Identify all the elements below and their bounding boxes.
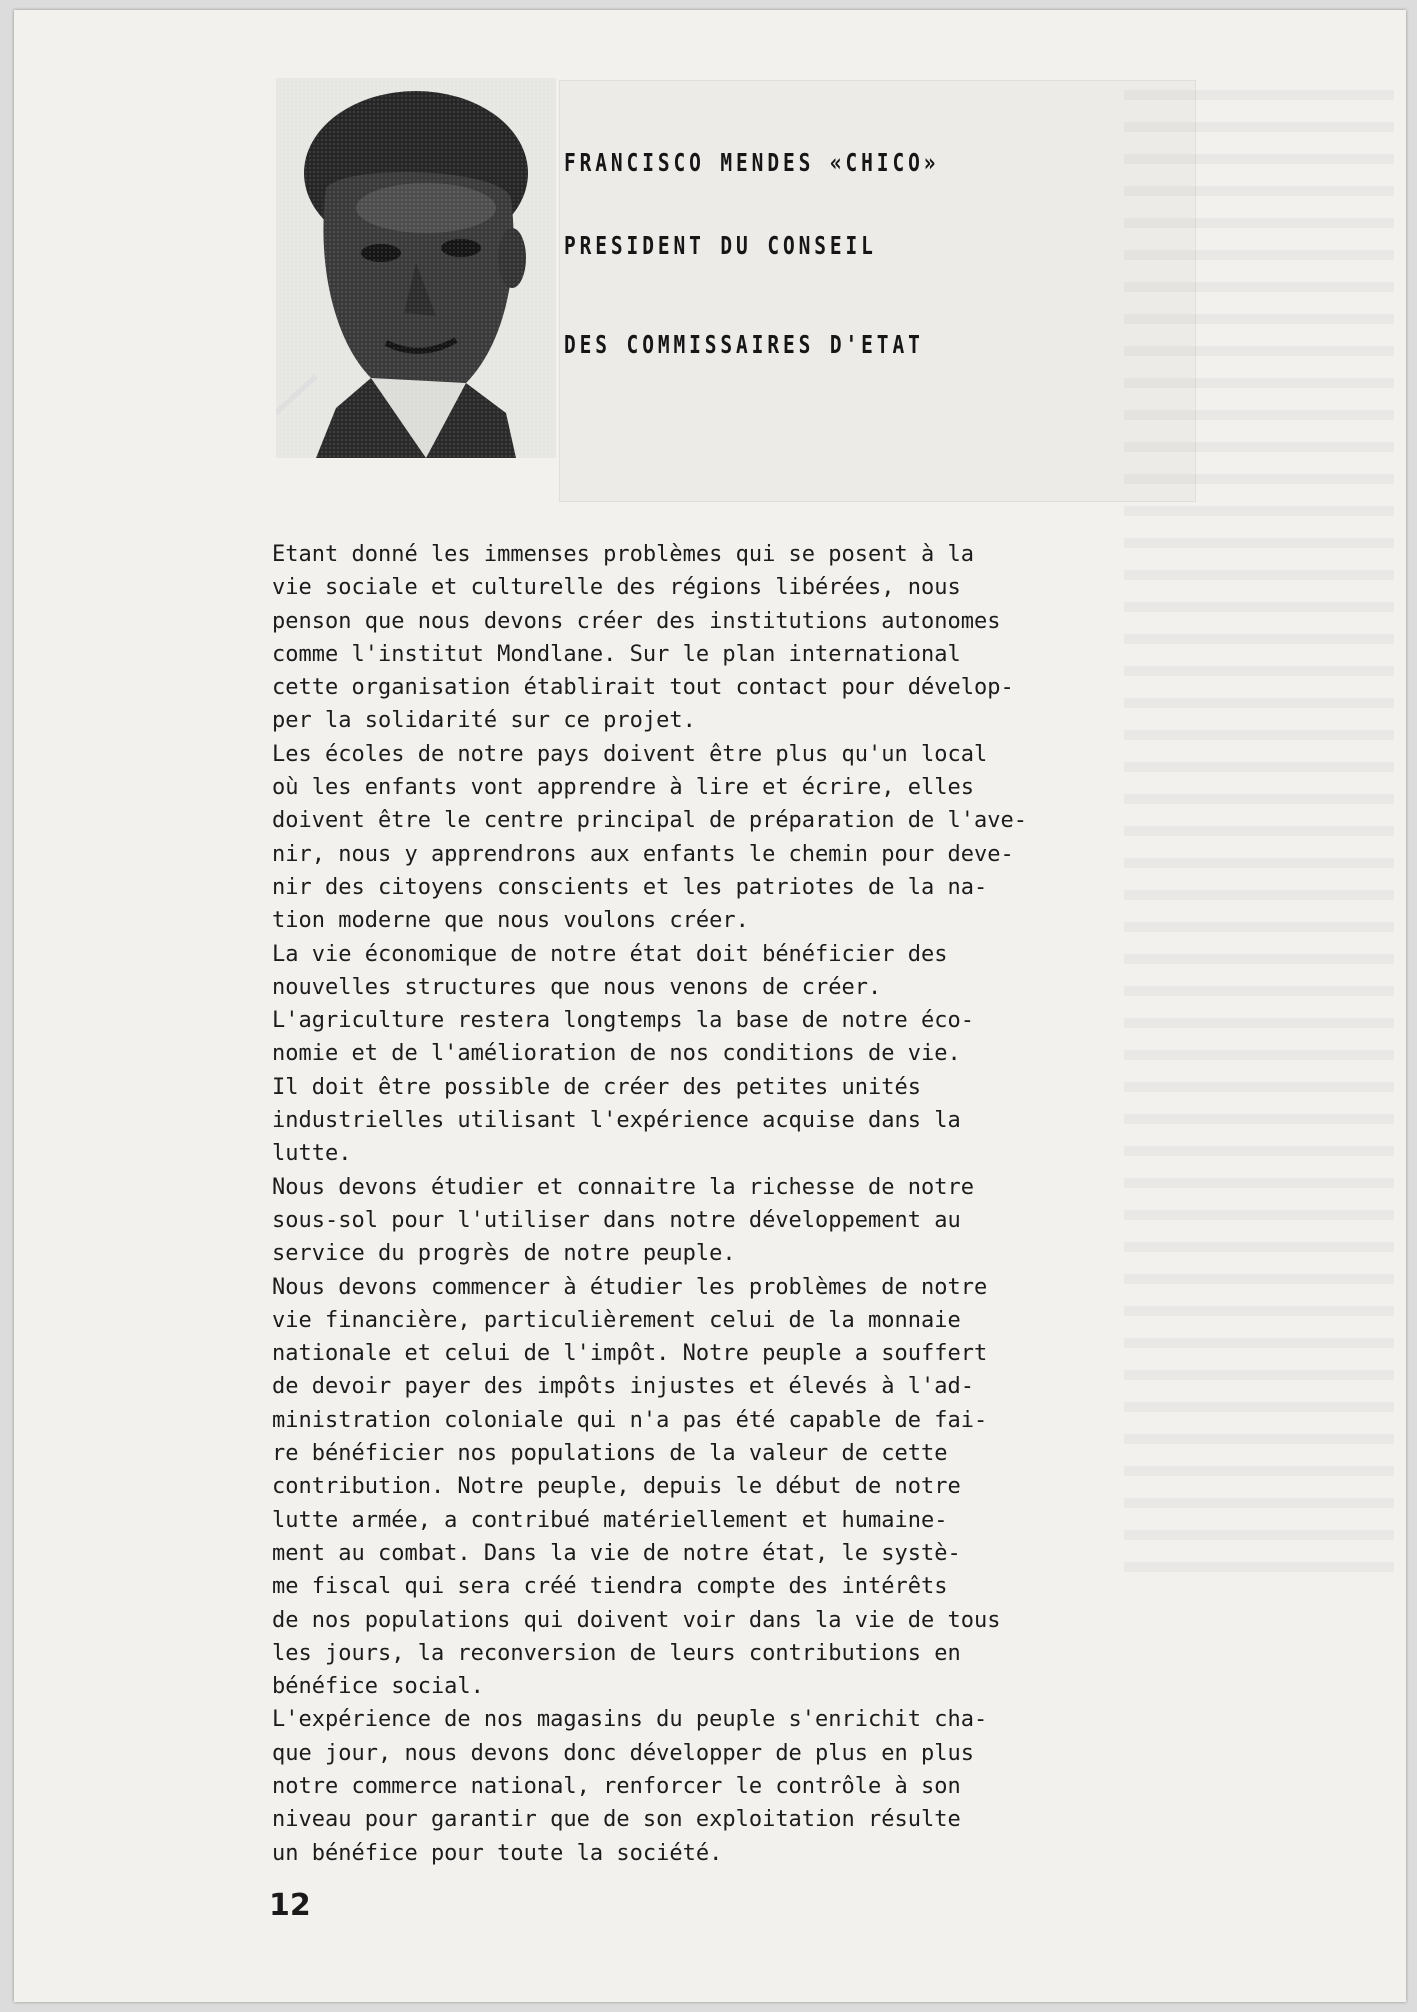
paragraph-4: L'agriculture restera longtemps la base de notre éco- nomie et de l'amélioration de nos conditions de vie. Il doit être possible de créer des petites unités industrielles utilisant l'expérience acquise dans la lutte. xyxy=(272,1008,974,1167)
paragraph-3: La vie économique de notre état doit bénéficier des nouvelles structures que nous venons de créer. xyxy=(272,941,948,1000)
show-through-photo xyxy=(559,80,1196,502)
paragraph-6: Nous devons commencer à étudier les problèmes de notre vie financière, particulièrement celui de la monnaie nationale et celui de l'impôt. Notre peuple a souffert de devoir payer des impôts injustes et élevés à l'ad- ministration coloniale qui n'a pas été capable de fai- re bénéficier nos populations de la valeur de cette contribution. Notre peuple, depuis le début de notre lutte armée, a contribué matériellement et humaine- ment au combat. Dans la vie de notre état, le systè- me fiscal qui sera créé tiendra compte des intérêts de nos populations qui doivent voir dans la vie de tous les jours, la reconversion de leurs contributions en bénéfice social. xyxy=(272,1274,1001,1700)
paragraph-1: Etant donné les immenses problèmes qui se posent à la vie sociale et culturelle des régions libérées, nous penson que nous devons créer des institutions autonomes comme l'institut Mondlane. Sur le plan international cette organisation établirait tout contact pour dévelop- per la solidarité sur ce projet. xyxy=(272,542,1014,734)
title-heading-line-2: DES COMMISSAIRES D'ETAT xyxy=(564,330,924,359)
paragraph-7: L'expérience de nos magasins du peuple s'enrichit cha- que jour, nous devons donc développer de plus en plus notre commerce national, renforcer le contrôle à son niveau pour garantir que de son exploitation résulte un bénéfice pour toute la société. xyxy=(272,1707,988,1866)
article-body xyxy=(272,538,1282,1870)
name-heading: FRANCISCO MENDES «CHICO» xyxy=(564,148,940,177)
paragraph-5: Nous devons étudier et connaitre la richesse de notre sous-sol pour l'utiliser dans notre développement au service du progrès de notre peuple. xyxy=(272,1174,974,1267)
portrait-photo xyxy=(276,78,556,458)
title-heading-line-1: PRESIDENT DU CONSEIL xyxy=(564,231,877,260)
paragraph-2: Les écoles de notre pays doivent être plus qu'un local où les enfants vont apprendre à lire et écrire, elles doivent être le centre principal de préparation de l'ave- nir, nous y apprendrons aux enfants le chemin pour deve- nir des citoyens conscients et les patriotes de la na- tion moderne que nous voulons créer. xyxy=(272,741,1027,934)
document-page xyxy=(14,10,1406,2002)
page-number: 12 xyxy=(269,1888,311,1923)
